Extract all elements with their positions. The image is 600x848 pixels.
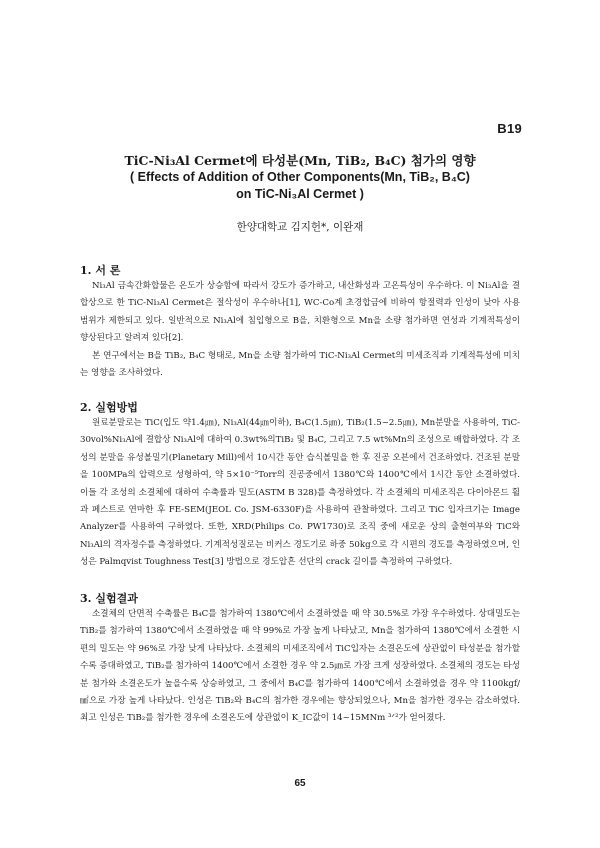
section-method-body <box>80 415 520 572</box>
section-intro-body <box>80 278 520 382</box>
results-paragraph-1: 소결체의 단면적 수축률은 B₄C를 첨가하여 1380℃에서 소결하였을 때 약 30.5%로 가장 우수하였다. 상대밀도는 TiB₂를 첨가하여 1380℃에서 소결하였을 때 약 99%로 가장 높게 나타났고, Mn을 첨가하여 1380℃에서 소결한 시편의 밀도는 약 96%로 가장 낮게 나타났다. 소결체의 미세조직에서 TiC입자는 소결온도에 상관없이 타성분을 첨가할수록 증대하였고, TiB₂를 첨가하여 1400℃에서 소결한 경우 약 2.5㎛로 가장 크게 성장하였다. 소결체의 경도는 타성분 첨가와 소결온도가 높을수록 상승하였고, 그 중에서 B₄C를 첨가하여 1400℃에서 소결하였을 경우 약 1100kgf/㎟으로 가장 높게 나타났다. 인성은 TiB₂와 B₄C의 첨가한 경우에는 향상되었으나, Mn을 첨가한 경우는 감소하였다. 최고 인성은 TiB₂를 첨가한 경우에 소결온도에 상관없이 K_IC값이 14~15MNm ³ᐟ²가 얻어졌다. <box>80 609 520 724</box>
section-method-heading: 2. 실험방법 <box>80 401 138 414</box>
intro-paragraph-2: 본 연구에서는 B을 TiB₂, B₄C 형태로, Mn을 소량 첨가하여 TiC-Ni₃Al Cermet의 미세조직과 기계적특성에 미치는 영향을 조사하였다. <box>80 350 520 379</box>
paper-code: B19 <box>497 121 522 136</box>
title-english <box>0 169 600 203</box>
intro-paragraph-1: Ni₃Al 금속간화합물은 온도가 상승함에 따라서 강도가 증가하고, 내산화성과 고온특성이 우수하다. 이 Ni₃Al을 결합상으로 한 TiC-Ni₃Al Cermet은 절삭성이 우수하나[1], WC-Co계 초경합금에 비하여 항절력과 인성이 낮아 사용범위가 제한되고 있다. 일반적으로 Ni₃Al에 침입형으로 B을, 치환형으로 Mn을 소량 첨가하면 연성과 기계적특성이 향상된다고 알려져 있다[2]. <box>80 281 520 344</box>
authors: 한양대학교 김지헌*, 이완재 <box>236 221 364 233</box>
section-results-body <box>80 606 520 728</box>
page-number: 65 <box>294 778 306 789</box>
section-intro-heading: 1. 서 론 <box>80 264 121 277</box>
title-english-line1: ( Effects of Addition of Other Components(Mn, TiB₂, B₄C) <box>130 170 470 184</box>
title-korean: TiC-Ni₃Al Cermet에 타성분(Mn, TiB₂, B₄C) 첨가의 영향 <box>124 153 476 168</box>
method-paragraph-1: 원료분말로는 TiC(입도 약1.4㎛), Ni₃Al(44㎛이하), B₄C(1.5㎛), TiB₂(1.5~2.5㎛), Mn분말을 사용하여, TiC-30vol%Ni₃Al에 결합상 Ni₃Al에 대하여 0.3wt%의TiB₂ 및 B₄C, 그리고 7.5 wt%Mn의 조성으로 배합하였다. 각 조성의 분말을 유성볼밀기(Planetary Mill)에서 10시간 동안 습식볼밀을 한 후 진공 오븐에서 건조하였다. 건조된 분말을 100MPa의 압력으로 성형하여, 약 5×10⁻⁵Torr의 진공중에서 1380℃와 1400℃에서 1시간 동안 소결하였다. 이들 각 조성의 소결체에 대하여 수축률과 밀도(ASTM B 328)를 측정하였다. 각 소결체의 미세조직은 다이아몬드 휠과 페스트로 연마한 후 FE-SEM(JEOL Co. JSM-6330F)을 사용하여 관찰하였다. 그리고 TiC 입자크기는 Image Analyzer를 사용하여 구하였다. 또한, XRD(Philips Co. PW1730)로 조직 중에 새로운 상의 출현여부와 TiC와 Ni₃Al의 격자정수를 측정하였다. 기계적성질로는 비커스 경도기로 하중 50kg으로 각 시편의 경도를 측정하였으며, 인성은 Palmqvist Toughness Test[3] 방법으로 경도압흔 선단의 crack 길이를 측정하여 구하였다. <box>80 418 520 568</box>
title-english-line2: on TiC-Ni₃Al Cermet ) <box>236 187 364 201</box>
section-results-heading: 3. 실험결과 <box>80 592 138 605</box>
